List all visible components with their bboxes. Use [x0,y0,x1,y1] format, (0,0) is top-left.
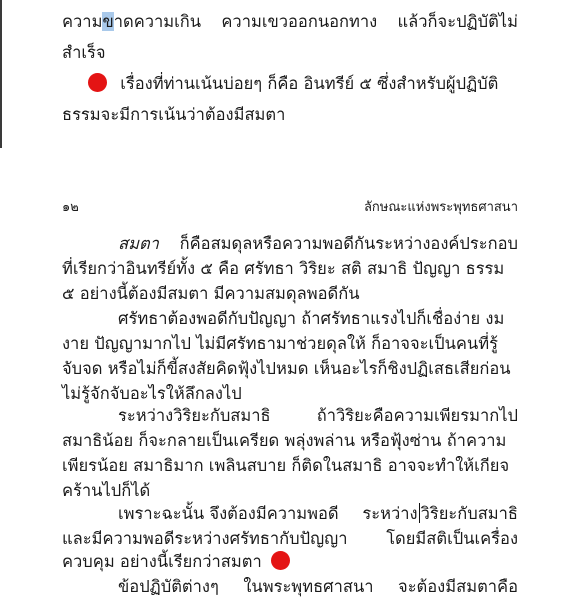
text-segment: จะต้องมีสมตาคือ [398,577,518,596]
text-segment: ควบคุม อย่างนี้เรียกว่าสมตา [62,552,262,571]
selection-highlight[interactable]: ข [102,12,114,31]
text-segment: ถ้าวิริยะคือความเพียรมากไป [316,406,518,425]
text-line: ธรรมจะมีการเน้นว่าต้องมีสมตา [62,105,286,124]
red-circle-marker [88,73,107,92]
text-line: ไม่รู้จักจับอะไรให้ลึกลงไป [62,384,242,403]
text-line: ศรัทธาต้องพอดีกับปัญญา ถ้าศรัทธาแรงไปก็เชื่อง่าย งม [118,309,505,328]
text-segment: ข้อปฏิบัติต่างๆ [118,577,219,596]
text-segment: เรื่องที่ท่านเน้นบ่อยๆ ก็คือ อินทรีย์ ๕ ซึ่งสำหรับผู้ปฏิบัติ [120,74,499,93]
text-cursor [419,503,420,523]
text-segment: เพราะฉะนั้น จึงต้องมีความพอดี [118,504,339,523]
text-segment: แล้วก็จะปฏิบัติไม่ [397,12,518,31]
text-line [118,232,518,256]
text-line: งาย ปัญญามากไป ไม่มีศรัทธามาช่วยดุลให้ ก็อาจจะเป็นคนที่รู้ [62,334,498,353]
text-segment: ระหว่าง วิริยะกับสมาธิ [362,504,518,523]
italic-term: สมตา [118,234,159,253]
text-line [118,575,518,599]
text-line [62,550,290,574]
text-line [118,502,518,526]
text-segment: ความขาดความเกิน [62,12,202,31]
red-circle-marker [271,551,290,570]
text-line [62,10,518,34]
text-line: จับจด หรือไม่ก็ขี้สงสัยคิดฟุ้งไปหมด เห็นอะไรก็ชิงปฏิเสธเสียก่อน [62,359,511,378]
page-edge-rule [0,0,2,148]
text-line: เพียรน้อย สมาธิมาก เพลินสบาย ก็ติดในสมาธิ อาจจะทำให้เกียจ [62,456,510,475]
text-segment: ก็คือสมดุลหรือความพอดีกันระหว่างองค์ประกอบ [179,234,518,253]
text-line: ที่เรียกว่าอินทรีย์ทั้ง ๕ คือ ศรัทธา วิริยะ สติ สมาธิ ปัญญา ธรรม [62,259,505,278]
text-line: ๕ อย่างนี้ต้องมีสมตา มีความสมดุลพอดีกัน [62,284,360,303]
text-line: สมาธิน้อย ก็จะกลายเป็นเครียด พลุ่งพล่าน หรือฟุ้งซ่าน ถ้าความ [62,431,507,450]
running-header [62,196,518,217]
text-line: สำเร็จ [62,43,106,62]
text-line: คร้านไปก็ได้ [62,481,151,500]
text-segment: และมีความพอดีระหว่างศรัทธากับปัญญา [62,529,348,548]
text-segment: โดยมีสติเป็นเครื่อง [386,529,518,548]
text-segment: ในพระพุทธศาสนา [243,577,374,596]
text-line [118,404,518,428]
running-title: ลักษณะแห่งพระพุทธศาสนา [363,200,518,215]
text-segment: ระหว่างวิริยะกับสมาธิ [118,406,271,425]
text-line [88,72,498,96]
page-number: ๑๒ [62,200,79,215]
text-line [62,527,518,551]
text-segment: ความเขวออกนอกทาง [221,12,378,31]
